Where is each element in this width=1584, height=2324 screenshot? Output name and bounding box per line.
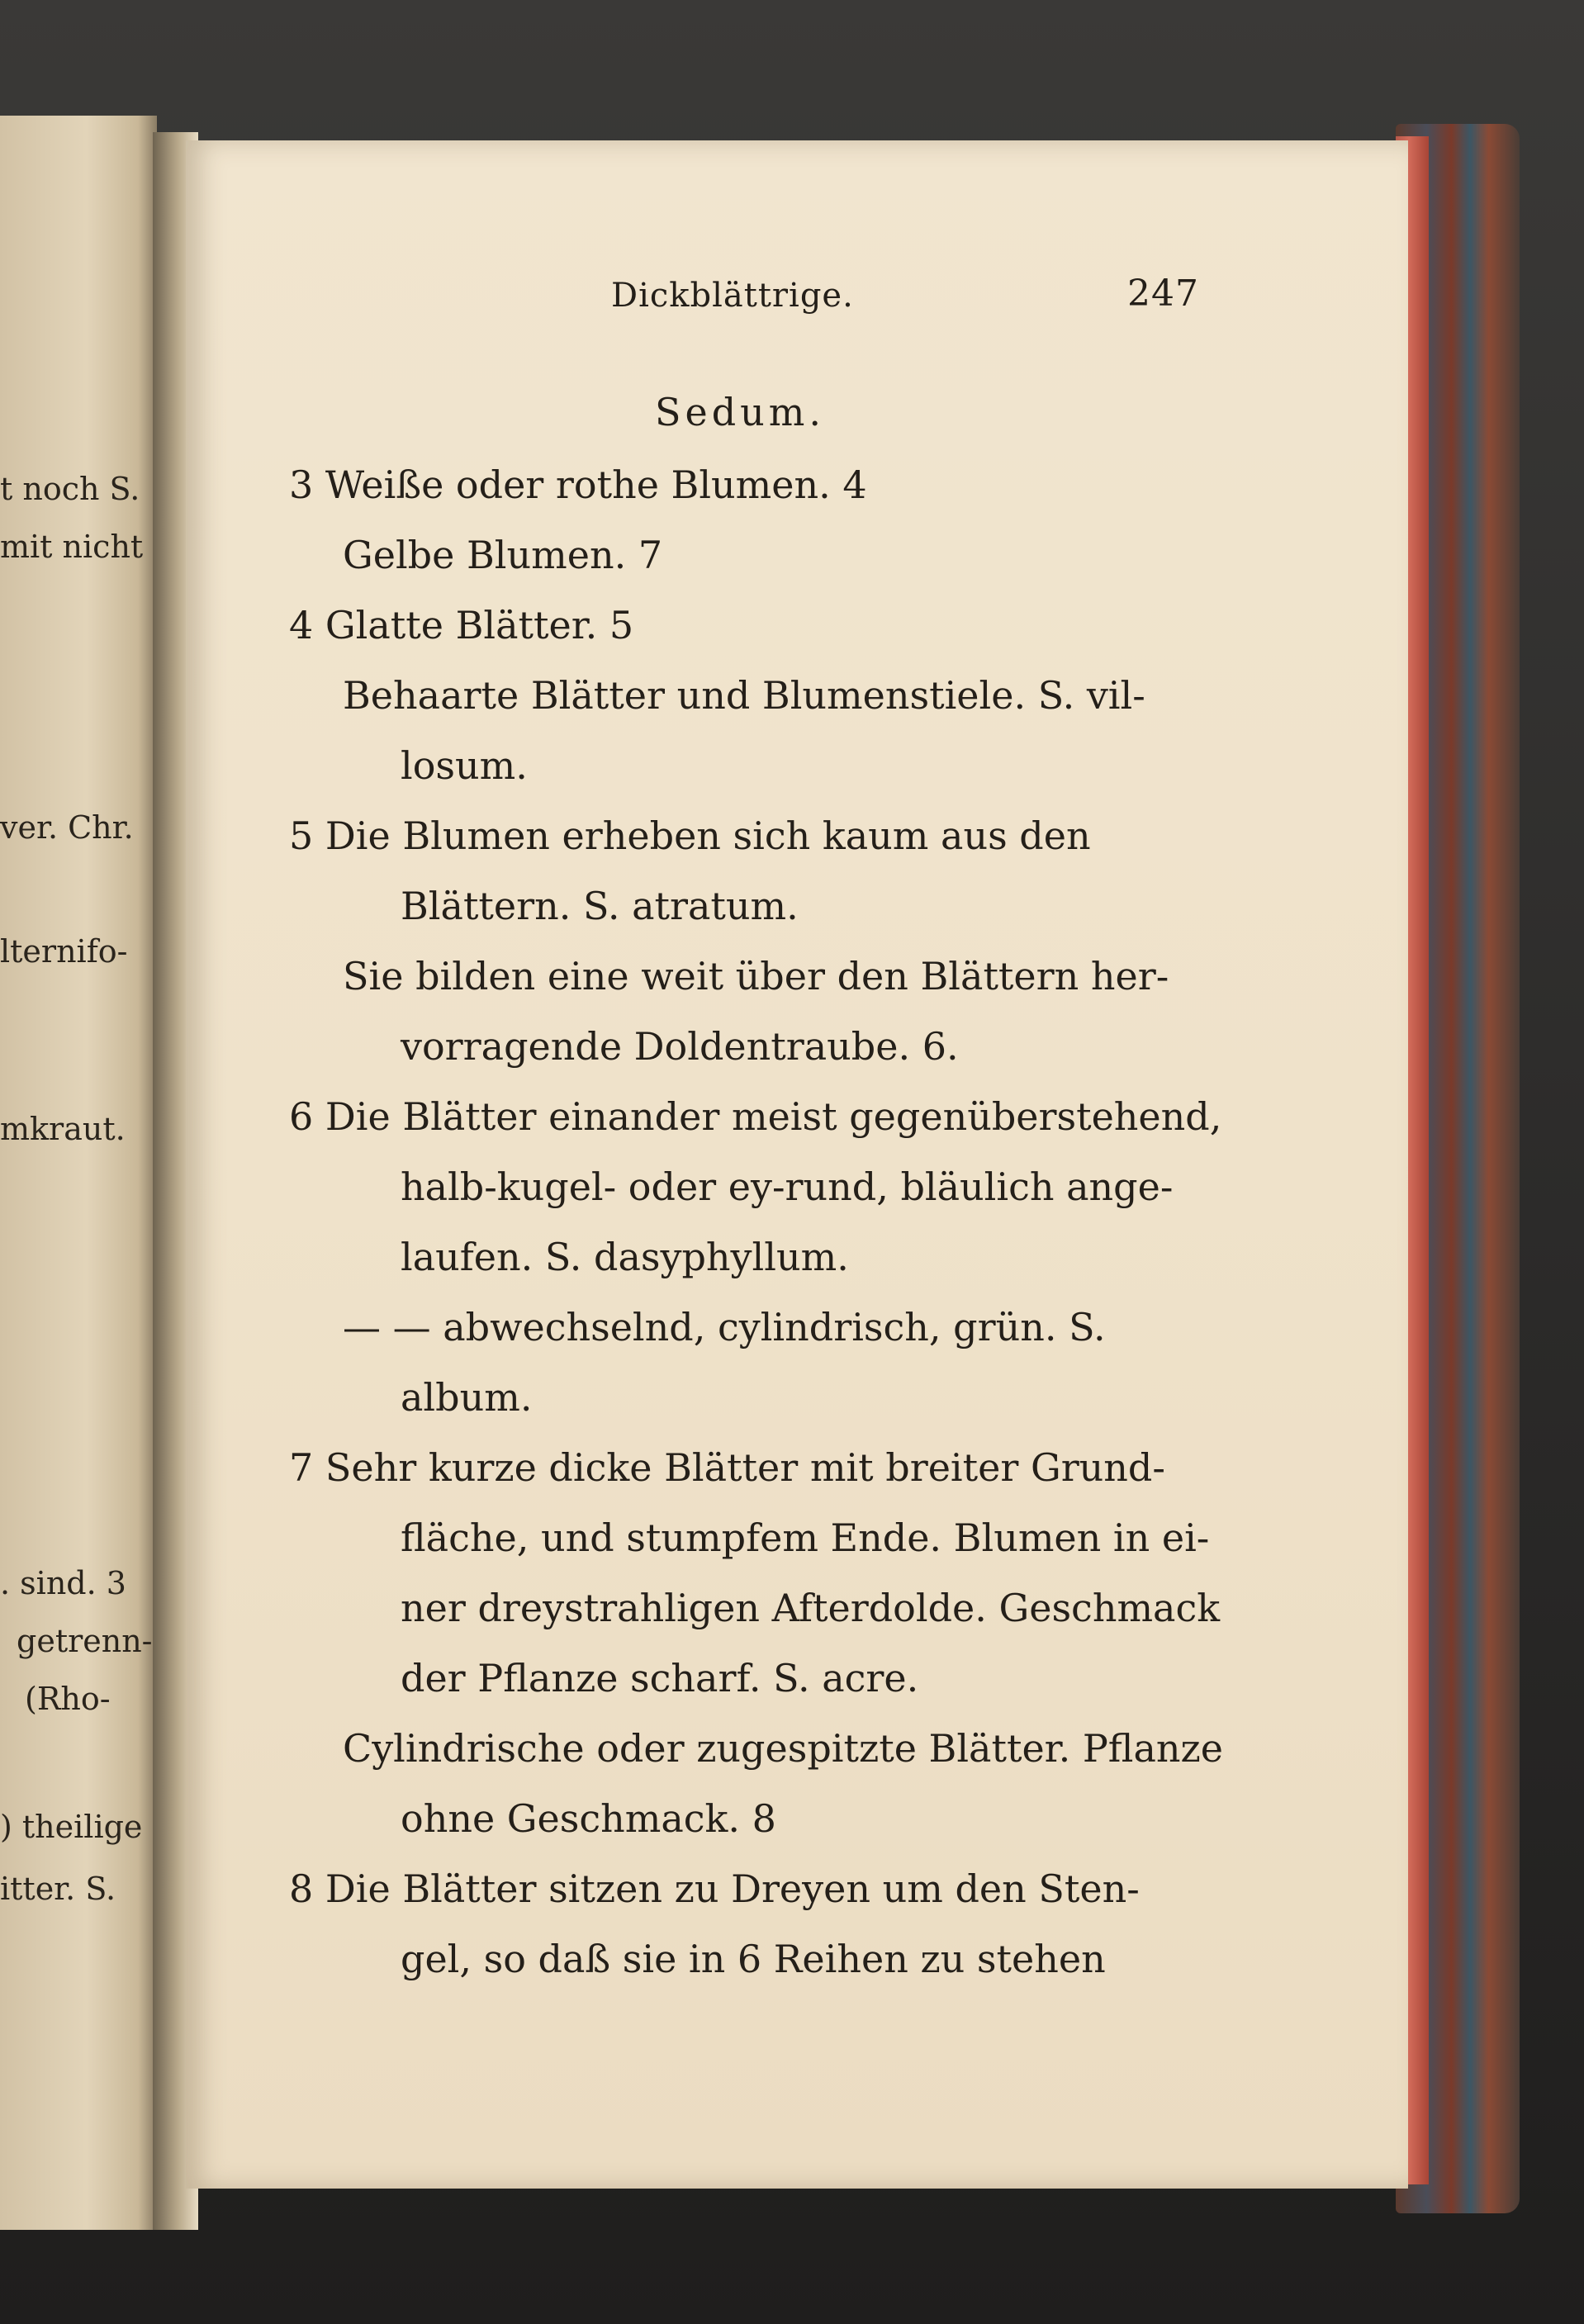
text-line: — — abwechselnd, cylindrisch, grün. S. <box>343 1305 1106 1349</box>
text-line: 5 Die Blumen erheben sich kaum aus den <box>289 813 1091 858</box>
text-line: laufen. S. dasyphyllum. <box>401 1235 849 1279</box>
left-fragment: t noch S. <box>0 471 140 507</box>
text-line: vorragende Doldentraube. 6. <box>401 1024 959 1069</box>
text-line: Gelbe Blumen. 7 <box>343 533 663 577</box>
section-title: Sedum. <box>655 390 826 434</box>
left-fragment: . sind. 3 <box>0 1565 126 1601</box>
left-fragment: ver. Chr. <box>0 809 134 846</box>
text-line: 8 Die Blätter sitzen zu Dreyen um den Sten- <box>289 1866 1140 1911</box>
text-line: ohne Geschmack. 8 <box>401 1796 776 1841</box>
text-line: ner dreystrahligen Afterdolde. Geschmack <box>401 1586 1221 1630</box>
page-number: 247 <box>1127 273 1199 315</box>
text-line: fläche, und stumpfem Ende. Blumen in ei- <box>401 1515 1210 1560</box>
text-line: losum. <box>401 743 528 788</box>
left-fragment: itter. S. <box>0 1871 116 1907</box>
left-fragment: ) theilige <box>0 1809 143 1845</box>
text-line: gel, so daß sie in 6 Reihen zu stehen <box>401 1937 1106 1981</box>
left-fragment: lternifo- <box>0 933 128 970</box>
text-line: Sie bilden eine weit über den Blättern her- <box>343 954 1169 998</box>
text-line: der Pflanze scharf. S. acre. <box>401 1656 919 1700</box>
left-fragment: (Rho- <box>25 1681 111 1717</box>
right-page <box>186 140 1408 2189</box>
text-line: Cylindrische oder zugespitzte Blätter. Pflanze <box>343 1726 1223 1771</box>
text-line: Behaarte Blätter und Blumenstiele. S. vil- <box>343 673 1145 718</box>
text-line: Blättern. S. atratum. <box>401 884 799 928</box>
text-line: 3 Weiße oder rothe Blumen. 4 <box>289 462 867 507</box>
left-fragment: getrenn- <box>17 1623 153 1659</box>
left-fragment: mit nicht <box>0 529 144 565</box>
left-page <box>0 116 157 2230</box>
running-title: Dickblättrige. <box>611 277 854 315</box>
text-line: album. <box>401 1375 533 1420</box>
text-line: 4 Glatte Blätter. 5 <box>289 603 634 647</box>
text-line: 7 Sehr kurze dicke Blätter mit breiter Grund- <box>289 1445 1165 1490</box>
left-fragment: mkraut. <box>0 1111 126 1147</box>
text-line: 6 Die Blätter einander meist gegenüberstehend, <box>289 1094 1222 1139</box>
text-line: halb-kugel- oder ey-rund, bläulich ange- <box>401 1164 1174 1209</box>
